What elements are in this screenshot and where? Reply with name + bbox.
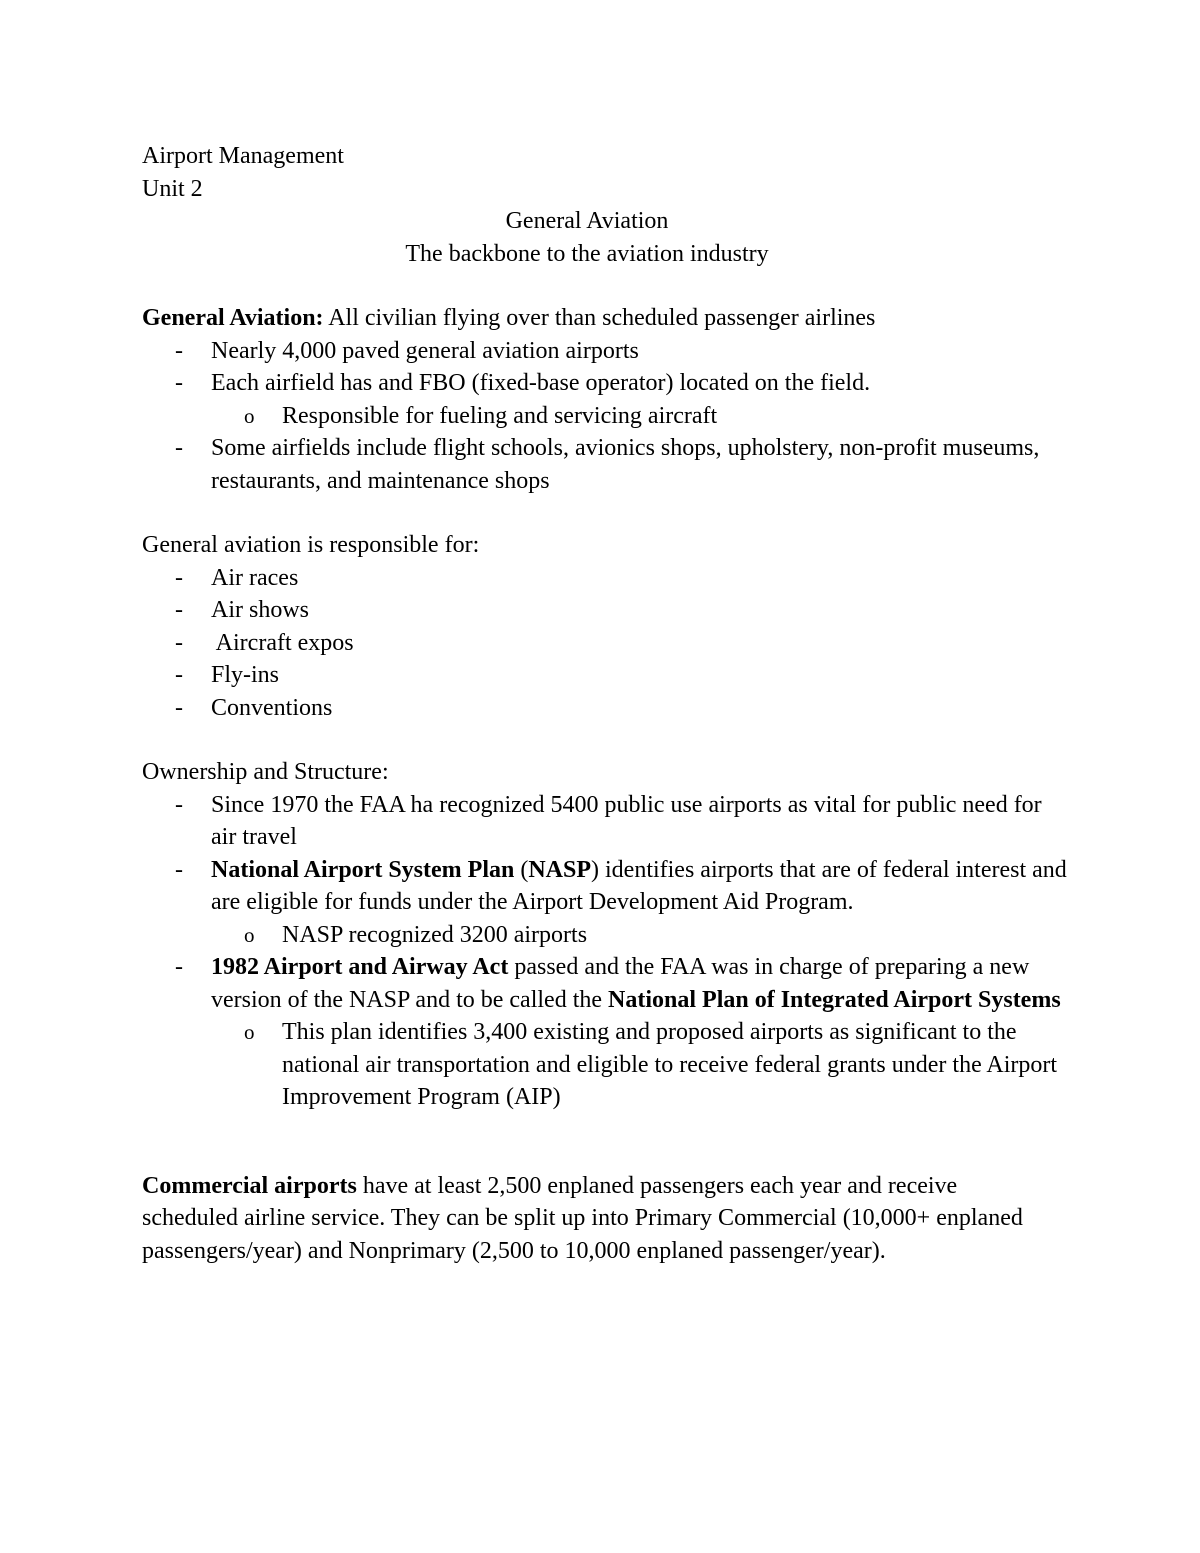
dash-marker: - xyxy=(175,629,183,656)
ga-term: General Aviation: xyxy=(142,305,324,331)
list-item-text: Aircraft expos xyxy=(211,629,354,656)
circle-marker: o xyxy=(244,403,255,428)
document-page xyxy=(142,140,1072,1267)
list-item-text xyxy=(211,854,1072,919)
circle-marker: o xyxy=(244,922,255,947)
nasp-term: National Airport System Plan xyxy=(211,856,515,883)
dash-marker: - xyxy=(175,791,183,818)
list-item xyxy=(175,789,1072,854)
list-item-text: Fly-ins xyxy=(211,662,280,688)
list-item xyxy=(175,594,1072,627)
ga-definition xyxy=(142,302,1042,335)
act-term: 1982 Airport and Airway Act xyxy=(211,954,509,980)
sub-list-item xyxy=(244,400,1072,433)
section-heading: General aviation is responsible for: xyxy=(142,532,480,558)
spacer xyxy=(142,270,1072,302)
text-fragment: passed and the FAA was in charge of preparing a new version of the NASP and to be called the xyxy=(211,954,1030,1013)
list-item xyxy=(175,335,1072,368)
dash-marker: - xyxy=(175,856,183,883)
spacer xyxy=(142,497,1072,529)
list-item xyxy=(175,951,1072,1016)
list-item-text: Nearly 4,000 paved general aviation airports xyxy=(211,337,639,364)
npias-term: National Plan of Integrated Airport Systems xyxy=(608,986,1061,1013)
dash-marker: - xyxy=(175,954,183,980)
dash-marker: - xyxy=(175,370,183,396)
list-item xyxy=(175,367,1072,400)
sub-list-item-text: This plan identifies 3,400 existing and proposed airports as significant to the national air transportation and eligible to receive federal grants under the Airport Improvement Program (AIP) xyxy=(282,1019,1058,1110)
ga-definition-text: All civilian flying over than scheduled passenger airlines xyxy=(323,305,876,331)
dash-marker: - xyxy=(175,662,183,688)
dash-marker: - xyxy=(175,337,183,364)
list-item-text: Conventions xyxy=(211,694,333,721)
list-item xyxy=(175,692,1072,725)
list-item-text: Each airfield has and FBO (fixed-base operator) located on the field. xyxy=(211,370,871,396)
dash-marker: - xyxy=(175,435,183,461)
list-item-text: Air races xyxy=(211,564,299,591)
list-item-text: Since 1970 the FAA ha recognized 5400 public use airports as vital for public need for air travel xyxy=(211,791,1042,850)
document-subtitle: The backbone to the aviation industry xyxy=(405,240,769,267)
list-item xyxy=(175,659,1072,692)
course-title: Airport Management xyxy=(142,143,344,169)
sub-list-item-text: NASP recognized 3200 airports xyxy=(282,921,588,948)
document-title: General Aviation xyxy=(505,208,669,234)
text-fragment: ) identifies airports that are of federal interest and are eligible for funds under the Airport Development Aid Program. xyxy=(211,856,1067,915)
spacer xyxy=(142,724,1072,756)
nasp-acronym: NASP xyxy=(528,856,591,883)
spacer xyxy=(142,1114,1072,1170)
dash-marker: - xyxy=(175,694,183,721)
circle-marker: o xyxy=(244,1020,255,1044)
list-item xyxy=(175,432,1072,497)
list-item-text: Some airfields include flight schools, avionics shops, upholstery, non-profit museums, restaurants, and maintenance shops xyxy=(211,435,1040,494)
section-heading: Ownership and Structure: xyxy=(142,759,389,785)
list-item-text xyxy=(211,951,1072,1016)
sub-list-item-text: Responsible for fueling and servicing aircraft xyxy=(282,402,718,429)
list-item-text: Air shows xyxy=(211,597,310,623)
text-fragment: ( xyxy=(514,856,529,883)
unit-label: Unit 2 xyxy=(142,175,203,202)
sub-list-item xyxy=(244,919,1072,952)
list-item xyxy=(175,562,1072,595)
commercial-term: Commercial airports xyxy=(142,1172,357,1199)
list-item xyxy=(175,854,1072,919)
dash-marker: - xyxy=(175,597,183,623)
dash-marker: - xyxy=(175,564,183,591)
commercial-text: have at least 2,500 enplaned passengers each year and receive scheduled airline service. They can be split up into Primary Commercial (10,000+ enplaned passengers/year) and Nonprimary (2,500 to 10,000 enplaned passenger/year). xyxy=(142,1172,1023,1264)
sub-list-item xyxy=(244,1016,1072,1114)
commercial-paragraph xyxy=(142,1170,1042,1268)
list-item xyxy=(175,627,1072,660)
